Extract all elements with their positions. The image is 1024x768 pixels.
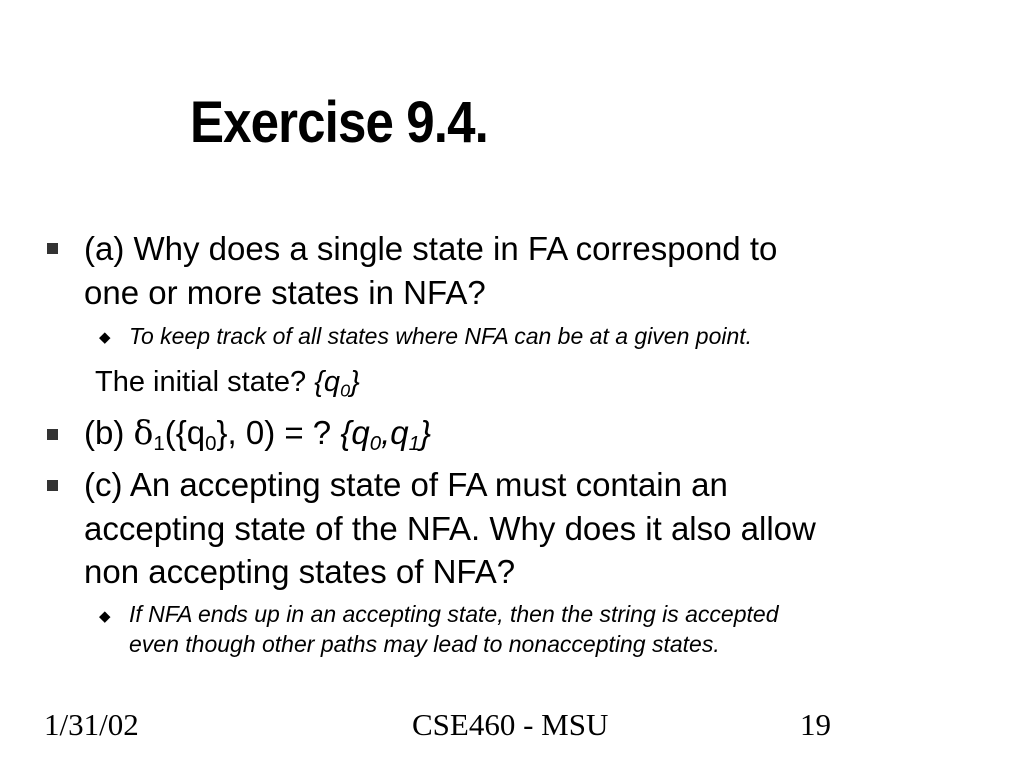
bullet-c-line-1: (c) An accepting state of FA must contain an (84, 466, 728, 503)
slide-title: Exercise 9.4. (190, 90, 488, 155)
square-bullet-icon (47, 429, 58, 440)
footer-page-number: 19 (800, 707, 831, 742)
footer-date: 1/31/02 (44, 707, 139, 742)
bullet-a-line-2: one or more states in NFA? (84, 274, 486, 311)
initial-state-line (95, 364, 360, 400)
square-bullet-icon (47, 480, 58, 491)
footer-course: CSE460 - MSU (412, 707, 609, 742)
sub-bullet-c-line-2: even though other paths may lead to nonaccepting states. (129, 631, 720, 657)
sub-bullet-a-text: To keep track of all states where NFA can be at a given point. (129, 323, 753, 349)
initial-state-label: The initial state? (95, 366, 315, 398)
bullet-b-text: (b) $\delta_1(\{q_0\}$, 0) = ? $\{q_0,q_1\}$ (84, 413, 432, 456)
square-bullet-icon (47, 243, 58, 254)
bullet-c-line-2: accepting state of the NFA. Why does it also allow (84, 510, 816, 547)
delta-symbol: δ (133, 413, 154, 452)
bullet-c-line-3: non accepting states of NFA? (84, 553, 516, 590)
diamond-bullet-icon: ◆ (99, 608, 111, 625)
initial-state-answer: $\{q_0\}$ (314, 366, 360, 401)
sub-bullet-c-line-1: If NFA ends up in an accepting state, then the string is accepted (129, 601, 779, 627)
bullet-a-line-1: (a) Why does a single state in FA correspond to (84, 230, 778, 267)
bullet-b-answer: $\{q_0,q_1\}$ (340, 414, 432, 456)
diamond-bullet-icon: ◆ (99, 329, 111, 346)
